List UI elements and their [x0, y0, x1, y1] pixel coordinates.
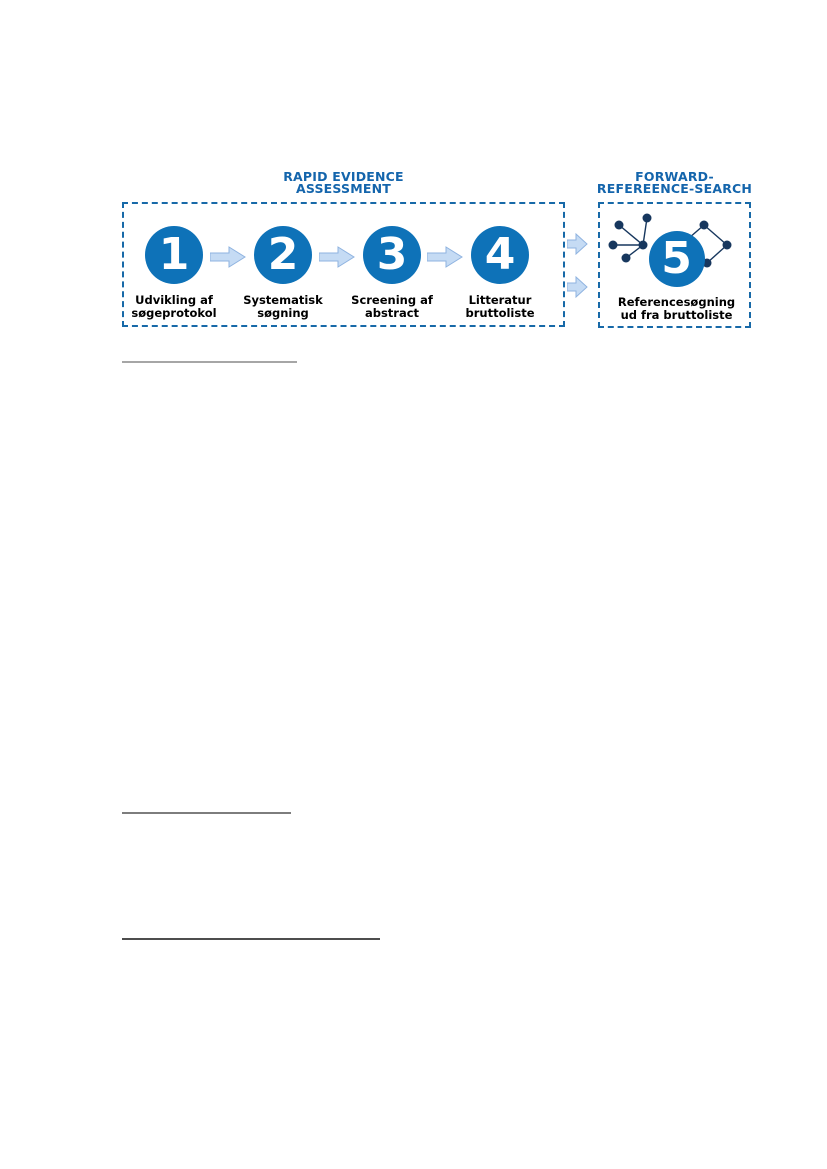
step-4-label: Litteratur bruttoliste: [465, 293, 535, 320]
step-2-label: Systematisk søgning: [243, 293, 323, 320]
step-4-circle: [471, 226, 529, 284]
rea-box: [122, 202, 565, 327]
step-5-number: 5: [661, 233, 692, 284]
rea-title-line1: RAPID EVIDENCE: [283, 169, 404, 184]
step-2-number: 2: [267, 229, 299, 280]
horizontal-rule: [122, 812, 291, 814]
rea-title: [122, 171, 565, 194]
step-1: [114, 226, 234, 320]
frs-title-line2: REFEREENCE-SEARCH: [596, 180, 753, 196]
arrow-right-icon: [210, 246, 246, 268]
step-2: [223, 226, 343, 320]
frs-title: [578, 171, 771, 194]
horizontal-rule: [122, 361, 297, 363]
step-3-number: 3: [376, 229, 408, 280]
step-1-label: Udvikling af søgeprotokol: [131, 293, 217, 320]
frs-title-line1: FORWARD-: [635, 169, 714, 184]
step-2-circle: [254, 226, 312, 284]
step-3: [332, 226, 452, 320]
frs-box: [598, 202, 751, 328]
step-1-number: 1: [158, 229, 190, 280]
step-4-number: 4: [484, 229, 516, 280]
step-3-label: Screening af abstract: [351, 293, 433, 320]
step-5-label: Referencesøgning ud fra bruttoliste: [617, 295, 736, 322]
step-4: [440, 226, 560, 320]
step-3-circle: [363, 226, 421, 284]
horizontal-rule: [122, 938, 380, 940]
arrow-right-icon: [567, 233, 588, 255]
step-1-circle: [145, 226, 203, 284]
arrow-right-icon: [427, 246, 463, 268]
arrow-right-icon: [567, 276, 588, 298]
arrow-right-icon: [319, 246, 355, 268]
step-5-circle: [649, 231, 705, 287]
rea-title-line2: ASSESSMENT: [295, 180, 392, 196]
